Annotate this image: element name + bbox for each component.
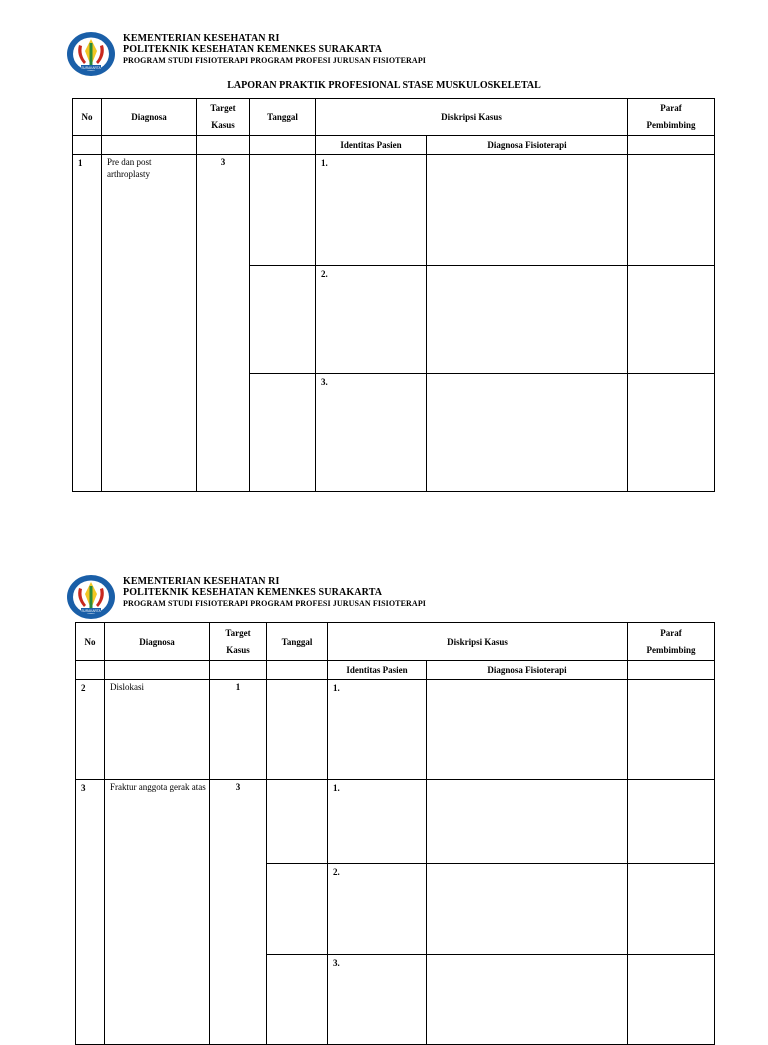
paraf-cell[interactable] [628, 155, 715, 266]
tanggal-cell[interactable] [267, 680, 328, 780]
ministry-name: KEMENTERIAN KESEHATAN RI [123, 576, 280, 587]
col-target-header: Target Kasus [197, 99, 250, 136]
report-table-1 [72, 98, 715, 492]
paraf-cell[interactable] [628, 780, 715, 864]
col-no-header: No [73, 99, 102, 136]
row-number: 2 [76, 680, 105, 780]
poltekkes-logo-icon [66, 574, 116, 620]
col-diagnosa-fisio-header: Diagnosa Fisioterapi [427, 136, 628, 155]
row-target: 1 [210, 680, 267, 780]
tanggal-cell[interactable] [250, 266, 316, 374]
row-diagnosa: Dislokasi [105, 680, 210, 780]
case-number: 1. [316, 155, 427, 266]
table-row [76, 680, 715, 780]
table-row [76, 780, 715, 864]
program-name: PROGRAM STUDI FISIOTERAPI PROGRAM PROFESI JURUSAN FISIOTERAPI [123, 56, 427, 65]
document-title: LAPORAN PRAKTIK PROFESIONAL STASE MUSKULOSKELETAL [227, 80, 541, 91]
case-number: 1. [328, 780, 427, 864]
row-target: 3 [197, 155, 250, 492]
paraf-cell[interactable] [628, 955, 715, 1045]
col-deskripsi-header: Diskripsi Kasus [328, 623, 628, 661]
col-paraf-header: Paraf Pembimbing [628, 623, 715, 661]
ministry-name: KEMENTERIAN KESEHATAN RI [123, 33, 280, 44]
col-deskripsi-header: Diskripsi Kasus [316, 99, 628, 136]
case-number: 2. [316, 266, 427, 374]
paraf-cell[interactable] [628, 266, 715, 374]
program-name: PROGRAM STUDI FISIOTERAPI PROGRAM PROFESI JURUSAN FISIOTERAPI [123, 599, 427, 608]
poltekkes-logo-icon [66, 31, 116, 77]
diagnosa-fisio-cell[interactable] [427, 780, 628, 864]
row-target: 3 [210, 780, 267, 1045]
row-diagnosa: Fraktur anggota gerak atas [105, 780, 210, 1045]
paraf-cell[interactable] [628, 680, 715, 780]
col-no-header: No [76, 623, 105, 661]
case-number: 3. [316, 374, 427, 492]
svg-text:SURAKARTA: SURAKARTA [81, 609, 101, 613]
row-diagnosa: Pre dan post arthroplasty [102, 155, 197, 492]
case-number: 3. [328, 955, 427, 1045]
institution-name: POLITEKNIK KESEHATAN KEMENKES SURAKARTA [123, 587, 383, 598]
svg-text:SURAKARTA: SURAKARTA [81, 66, 101, 70]
row-number: 3 [76, 780, 105, 1045]
tanggal-cell[interactable] [267, 864, 328, 955]
case-number: 2. [328, 864, 427, 955]
diagnosa-fisio-cell[interactable] [427, 955, 628, 1045]
col-diagnosa-header: Diagnosa [102, 99, 197, 136]
tanggal-cell[interactable] [250, 155, 316, 266]
row-number: 1 [73, 155, 102, 492]
table-row [73, 155, 715, 266]
col-tanggal-header: Tanggal [250, 99, 316, 136]
paraf-cell[interactable] [628, 374, 715, 492]
col-target-header: Target Kasus [210, 623, 267, 661]
diagnosa-fisio-cell[interactable] [427, 680, 628, 780]
diagnosa-fisio-cell[interactable] [427, 155, 628, 266]
diagnosa-fisio-cell[interactable] [427, 374, 628, 492]
tanggal-cell[interactable] [250, 374, 316, 492]
tanggal-cell[interactable] [267, 780, 328, 864]
institution-name: POLITEKNIK KESEHATAN KEMENKES SURAKARTA [123, 44, 383, 55]
report-table-2 [75, 622, 715, 1045]
paraf-cell[interactable] [628, 864, 715, 955]
col-paraf-header: Paraf Pembimbing [628, 99, 715, 136]
diagnosa-fisio-cell[interactable] [427, 266, 628, 374]
col-identitas-header: Identitas Pasien [328, 661, 427, 680]
col-identitas-header: Identitas Pasien [316, 136, 427, 155]
col-diagnosa-header: Diagnosa [105, 623, 210, 661]
case-number: 1. [328, 680, 427, 780]
col-diagnosa-fisio-header: Diagnosa Fisioterapi [427, 661, 628, 680]
tanggal-cell[interactable] [267, 955, 328, 1045]
diagnosa-fisio-cell[interactable] [427, 864, 628, 955]
col-tanggal-header: Tanggal [267, 623, 328, 661]
